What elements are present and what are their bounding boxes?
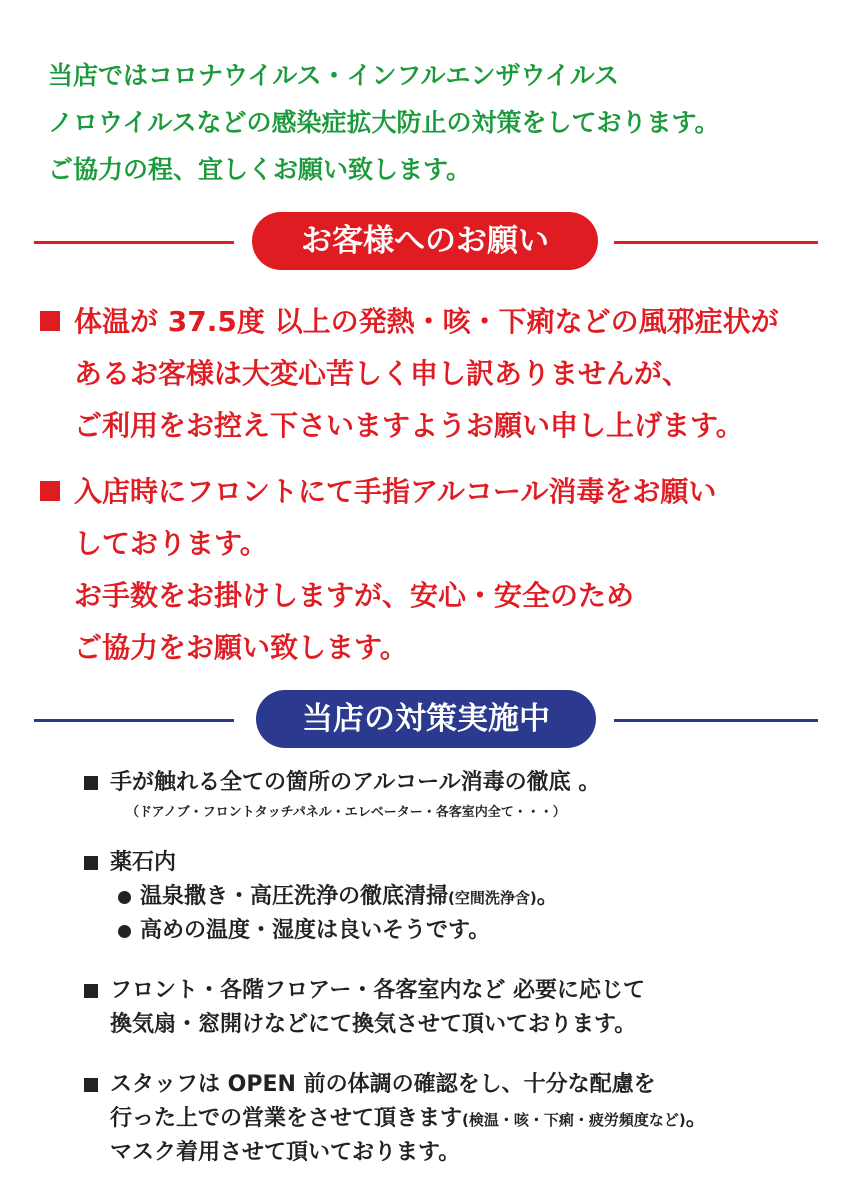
measure-subline-end: 。 (536, 884, 559, 909)
measure-line: 手が触れる全ての箇所のアルコール消毒の徹底 。 (110, 770, 601, 795)
measure-line: 換気扇・窓開けなどにて換気させて頂いております。 (110, 1012, 637, 1037)
measure-staff (84, 1068, 708, 1170)
banner-rule-left (34, 719, 234, 722)
request-sanitize (40, 466, 716, 674)
square-bullet-icon (84, 1078, 98, 1092)
measure-note: （ドアノブ・フロントタッチパネル・エレベーター・各客室内全て・・・） (126, 805, 566, 820)
intro-line: 当店ではコロナウイルス・インフルエンザウイルス (48, 61, 620, 90)
measure-title: 薬石内 (110, 850, 177, 875)
measure-line: スタッフは OPEN 前の体調の確認をし、十分な配慮を (110, 1072, 656, 1097)
request-line: あるお客様は大変心苦しく申し訳ありませんが、 (74, 357, 691, 390)
customer-request-banner (0, 212, 842, 272)
measure-subnote: (検温・咳・下痢・疲労頻度など) (462, 1111, 686, 1129)
measure-line: マスク着用させて頂いております。 (110, 1140, 461, 1165)
measure-subline: 温泉撒き・高圧洗浄の徹底清掃 (140, 884, 449, 909)
intro-line: ご協力の程、宜しくお願い致します。 (48, 155, 472, 184)
banner-title: お客様へのお願い (252, 212, 598, 270)
request-line: お手数をお掛けしますが、安心・安全のため (74, 579, 635, 612)
square-bullet-icon (40, 481, 60, 501)
request-line: ご利用をお控え下さいますようお願い申し上げます。 (74, 409, 744, 442)
square-bullet-icon (84, 776, 98, 790)
square-bullet-icon (84, 856, 98, 870)
square-bullet-icon (40, 311, 60, 331)
round-bullet-icon (118, 925, 131, 938)
request-line: ご協力をお願い致します。 (74, 631, 408, 664)
measure-subline: 高めの温度・湿度は良いそうです。 (140, 918, 491, 943)
measure-line: 行った上での営業をさせて頂きます (110, 1106, 463, 1131)
measure-ventilation (84, 974, 645, 1042)
banner-rule-left (34, 241, 234, 244)
measures-banner (0, 690, 842, 750)
intro-text (48, 52, 720, 193)
request-line: 入店時にフロントにて手指アルコール消毒をお願い (74, 475, 717, 508)
round-bullet-icon (118, 891, 131, 904)
square-bullet-icon (84, 984, 98, 998)
request-fever (40, 296, 779, 452)
request-line: しております。 (74, 527, 268, 560)
banner-title: 当店の対策実施中 (256, 690, 596, 748)
measure-disinfection (84, 766, 600, 826)
request-line: 体温が 37.5度 以上の発熱・咳・下痢などの風邪症状が (74, 305, 779, 338)
measure-bath (84, 846, 559, 948)
measure-line: フロント・各階フロアー・各客室内など 必要に応じて (110, 978, 646, 1003)
banner-rule-right (614, 241, 818, 244)
banner-rule-right (614, 719, 818, 722)
measure-line-end: 。 (685, 1106, 708, 1131)
intro-line: ノロウイルスなどの感染症拡大防止の対策をしております。 (48, 108, 720, 137)
measure-subnote: (空間洗浄含) (448, 889, 537, 907)
